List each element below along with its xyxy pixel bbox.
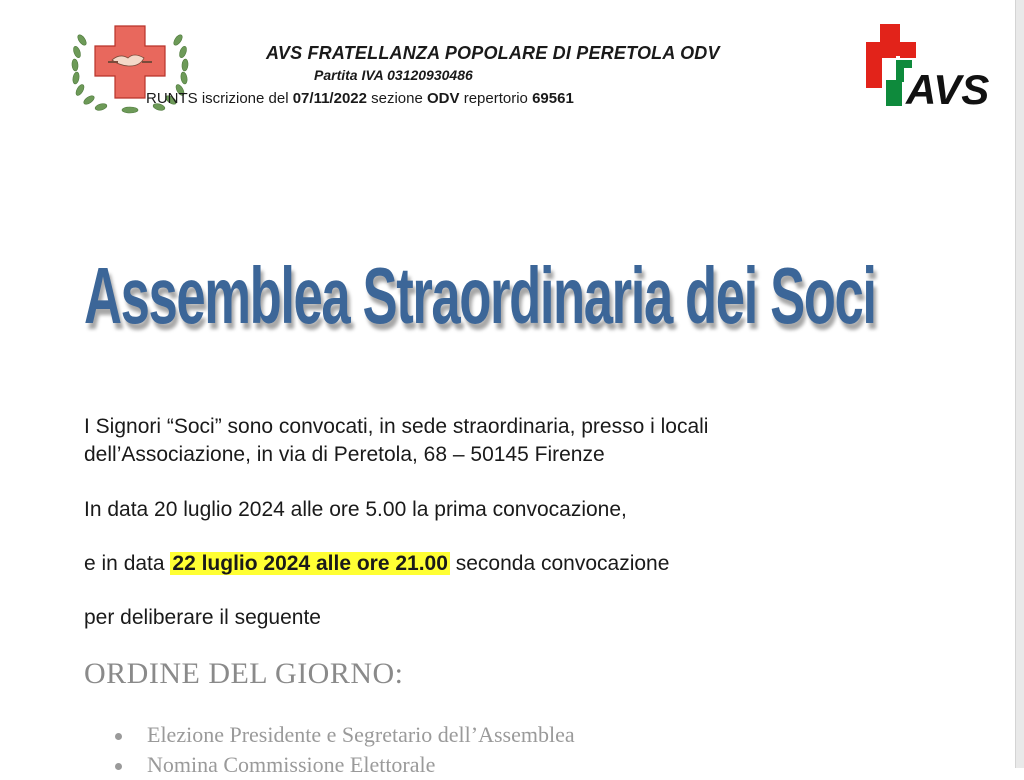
runts-registration: RUNTS iscrizione del 07/11/2022 sezione ODV repertorio 69561 bbox=[146, 90, 574, 107]
svg-text:AVS: AVS bbox=[906, 66, 990, 113]
agenda-list bbox=[115, 720, 575, 780]
document-title: Assemblea Straordinaria dei Soci bbox=[84, 250, 876, 341]
convocation-line-1: I Signori “Soci” sono convocati, in sede straordinaria, presso i locali bbox=[84, 415, 709, 438]
agenda-heading: ORDINE DEL GIORNO: bbox=[84, 657, 404, 690]
deliberate-text: per deliberare il seguente bbox=[84, 606, 321, 629]
avs-logo bbox=[862, 20, 990, 113]
bullet-icon bbox=[115, 733, 122, 740]
page-edge bbox=[1015, 0, 1024, 768]
organization-name: AVS FRATELLANZA POPOLARE DI PERETOLA ODV bbox=[266, 43, 720, 63]
convocation-line-2: dell’Associazione, in via di Peretola, 68 – 50145 Firenze bbox=[84, 443, 605, 466]
agenda-item: Elezione Presidente e Segretario dell’Assemblea bbox=[115, 720, 575, 750]
agenda-item: Nomina Commissione Elettorale bbox=[115, 750, 575, 780]
second-call-date-highlight: 22 luglio 2024 alle ore 21.00 bbox=[172, 552, 448, 575]
second-call-text: e in data 22 luglio 2024 alle ore 21.00 seconda convocazione bbox=[84, 552, 670, 575]
bullet-icon bbox=[115, 763, 122, 770]
first-call-text: In data 20 luglio 2024 alle ore 5.00 la prima convocazione, bbox=[84, 498, 627, 521]
vat-number: Partita IVA 03120930486 bbox=[314, 67, 473, 83]
